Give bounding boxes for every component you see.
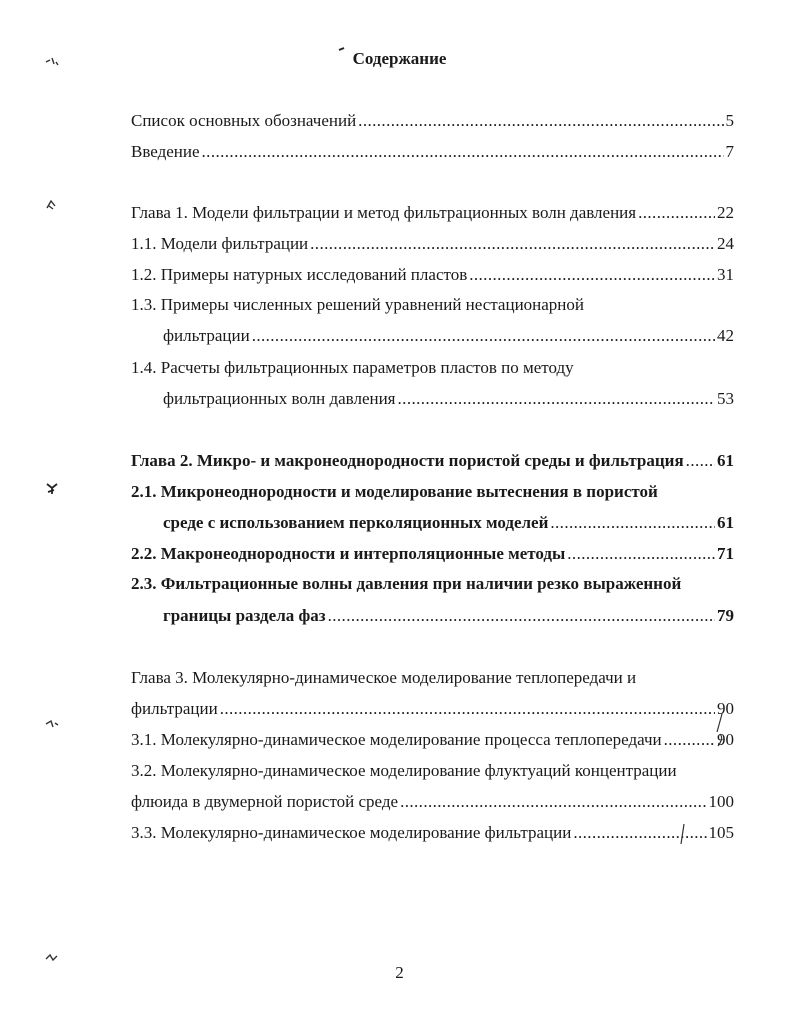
toc-entry-label: Глава 2. Микро- и макронеоднородности пористой среды и фильтрация: [131, 451, 684, 470]
toc-entry-label: среде с использованием перколяционных моделей: [163, 513, 549, 532]
scan-mark-icon: [44, 198, 58, 212]
toc-page-number: 71: [717, 544, 734, 563]
toc-section-3-2-line2[interactable]: [131, 791, 734, 813]
toc-entry-label: 3.1. Молекулярно-динамическое моделирование процесса теплопередачи: [131, 730, 662, 749]
toc-section-3-3[interactable]: [131, 822, 734, 844]
toc-page-number: 79: [717, 606, 734, 625]
dot-leader: [220, 698, 715, 720]
toc-chapter-3-line2[interactable]: [131, 698, 734, 720]
dot-leader: [358, 110, 723, 132]
toc-section-1-2[interactable]: [131, 264, 734, 286]
toc-entry-label: 1.2. Примеры натурных исследований пластов: [131, 265, 468, 284]
toc-page-number: 5: [725, 111, 734, 130]
handwritten-mark-icon: [678, 822, 688, 848]
toc-entry-label: 3.3. Молекулярно-динамическое моделирование фильтрации: [131, 823, 572, 842]
dot-leader: [202, 141, 724, 163]
toc-entry-label: Введение: [131, 142, 200, 161]
scan-mark-icon: [44, 56, 60, 68]
toc-page-number: 61: [717, 513, 734, 532]
toc-section-1-3-line2[interactable]: [163, 325, 734, 347]
toc-section-3-2-line1[interactable]: 3.2. Молекулярно-динамическое моделирование флуктуаций концентрации: [131, 761, 677, 780]
toc-page-number: 90: [717, 699, 734, 718]
handwritten-mark-icon: [712, 712, 728, 748]
toc-chapter-3-line1[interactable]: Глава 3. Молекулярно-динамическое моделирование теплопередачи и: [131, 668, 637, 687]
toc-page-number: 61: [717, 451, 734, 470]
toc-entry-introduction[interactable]: [131, 141, 734, 163]
dot-leader: [328, 605, 715, 627]
toc-page-number: 22: [717, 203, 734, 222]
scan-mark-icon: [338, 46, 346, 52]
toc-page-number: 90: [717, 730, 734, 749]
toc-entry-label: фильтрационных волн давления: [163, 389, 396, 408]
dot-leader: [550, 512, 715, 534]
toc-section-3-1[interactable]: [131, 729, 734, 751]
toc-page-number: 100: [708, 792, 734, 811]
toc-section-2-2[interactable]: [131, 543, 734, 565]
page-title: Содержание: [352, 49, 447, 68]
dot-leader: [252, 325, 715, 347]
toc-entry-label: Глава 1. Модели фильтрации и метод фильтрационных волн давления: [131, 203, 637, 222]
toc-page-number: 53: [717, 389, 734, 408]
toc-section-1-4-line2[interactable]: [163, 388, 734, 410]
toc-section-1-1[interactable]: [131, 233, 734, 255]
toc-page-number: 42: [717, 326, 734, 345]
dot-leader: [686, 450, 715, 472]
toc-section-2-1-line2[interactable]: [163, 512, 734, 534]
dot-leader: [469, 264, 715, 286]
toc-entry-label: 2.2. Макронеоднородности и интерполяционные методы: [131, 544, 566, 563]
toc-entry-symbols[interactable]: [131, 110, 734, 132]
toc-page-number: 24: [717, 234, 734, 253]
toc-entry-label: 1.1. Модели фильтрации: [131, 234, 309, 253]
toc-entry-label: фильтрации: [163, 326, 250, 345]
toc-page-number: 105: [708, 823, 734, 842]
toc-entry-label: Список основных обозначений: [131, 111, 357, 130]
toc-page-number: 7: [725, 142, 734, 161]
toc-section-2-3-line1[interactable]: 2.3. Фильтрационные волны давления при наличии резко выраженной: [131, 574, 682, 593]
toc-chapter-1[interactable]: [131, 202, 734, 224]
toc-section-2-3-line2[interactable]: [163, 605, 734, 627]
scan-mark-icon: [44, 480, 60, 496]
dot-leader: [400, 791, 706, 813]
toc-entry-label: фильтрации: [131, 699, 218, 718]
dot-leader: [310, 233, 715, 255]
toc-page-number: 31: [717, 265, 734, 284]
toc-section-1-3-line1[interactable]: 1.3. Примеры численных решений уравнений нестационарной: [131, 295, 584, 314]
toc-section-1-4-line1[interactable]: 1.4. Расчеты фильтрационных параметров пластов по методу: [131, 358, 574, 377]
toc-entry-label: границы раздела фаз: [163, 606, 326, 625]
dot-leader: [638, 202, 715, 224]
dot-leader: [664, 729, 715, 751]
dot-leader: [567, 543, 715, 565]
dot-leader: [398, 388, 715, 410]
page-number: 2: [395, 963, 404, 982]
toc-section-2-1-line1[interactable]: 2.1. Микронеоднородности и моделирование вытеснения в пористой: [131, 482, 658, 501]
toc-chapter-2[interactable]: [131, 450, 734, 472]
scan-mark-icon: [44, 718, 60, 730]
scan-mark-icon: [44, 952, 60, 964]
toc-entry-label: флюида в двумерной пористой среде: [131, 792, 399, 811]
